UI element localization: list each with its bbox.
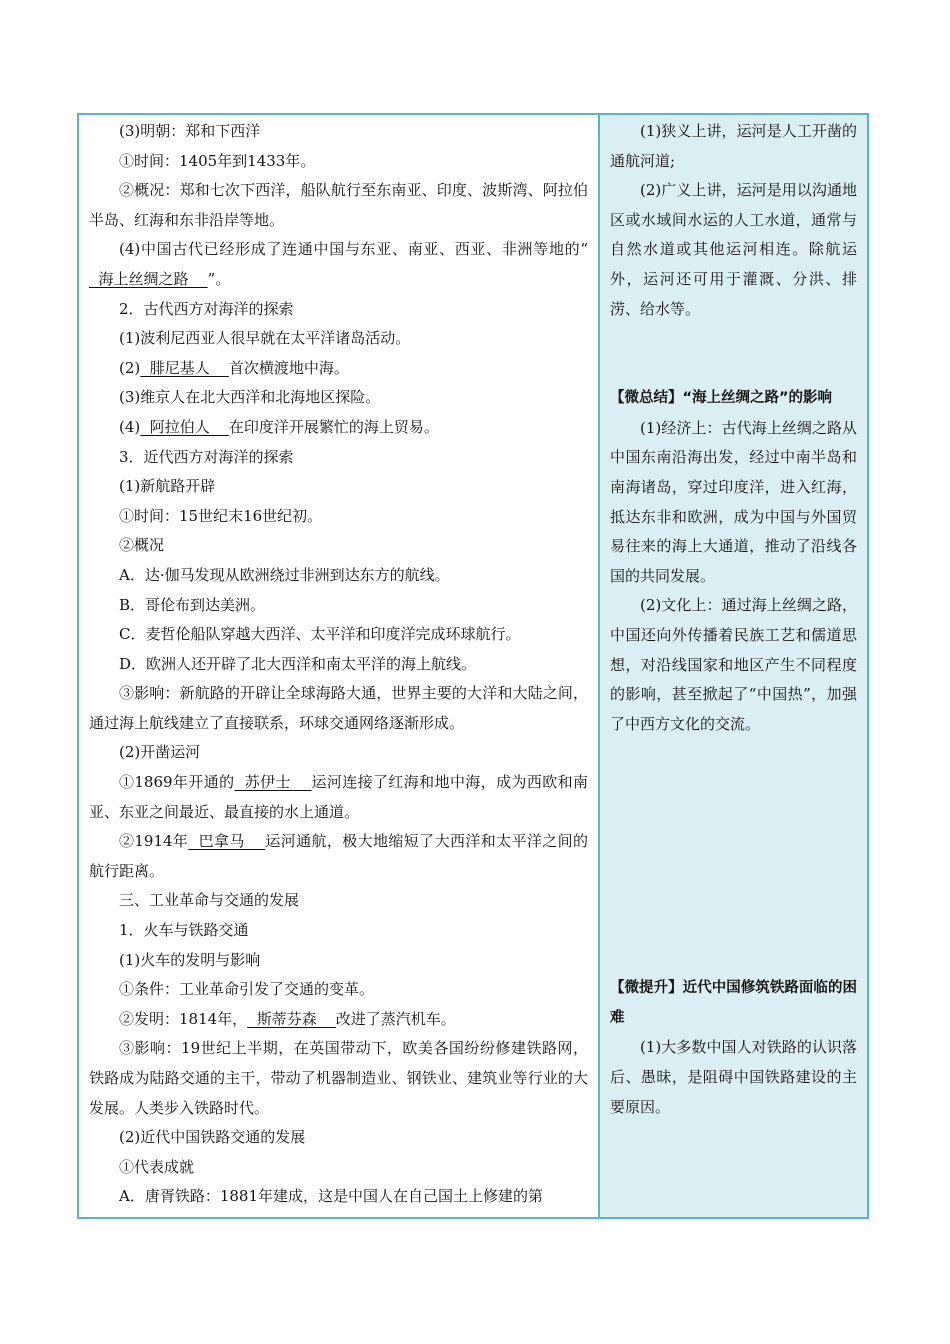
main-line: C．麦哲伦船队穿越大西洋、太平洋和印度洋完成环球航行。 (119, 625, 521, 644)
main-line: ①代表成就 (119, 1157, 195, 1176)
main-line: ②概况 (119, 536, 165, 555)
main-line (89, 354, 588, 384)
fill-in-answer: 巴拿马 (188, 832, 266, 851)
main-line: (3)明朝：郑和下西洋 (119, 122, 261, 140)
canal-note-2: (2)广义上讲，运河是用以沟通地区或水域间水运的人工水道，通常与自然水道或其他运河相连。除航运外，运河还可用于灌溉、分洪、排涝、给水等。 (610, 181, 857, 318)
main-line: (2)开凿运河 (119, 743, 201, 762)
line-text: 在印度洋开展繁忙的海上贸易。 (228, 417, 439, 436)
fill-in-answer: 苏伊士 (234, 773, 312, 792)
line-text: (2) (119, 358, 141, 377)
summary-title: 【微总结】“海上丝绸之路”的影响 (610, 390, 833, 407)
fill-in-answer: 腓尼基人 (140, 358, 229, 377)
summary-note-2: (2)文化上：通过海上丝绸之路，中国还向外传播着民族工艺和儒道思想，对沿线国家和地区产生不同程度的影响，甚至掀起了“中国热”，加强了中西方文化的交流。 (610, 596, 857, 733)
main-line: ①条件：工业革命引发了交通的变革。 (119, 980, 375, 999)
summary-note-1: (1)经济上：古代海上丝绸之路从中国东南沿海出发，经过中南半岛和南海诸岛，穿过印度洋，进入红海，抵达东非和欧洲，成为中国与外国贸易往来的海上大通道，推动了沿线各国的共同发展。 (610, 418, 857, 585)
main-line (89, 827, 588, 886)
side-column (600, 115, 867, 1217)
fill-in-answer: 阿拉伯人 (140, 417, 229, 436)
main-line (89, 235, 588, 294)
line-text: (4) (119, 417, 141, 436)
canal-note-1: (1)狭义上讲，运河是人工开凿的通航河道; (610, 122, 857, 170)
rail-note-1: (1)大多数中国人对铁路的认识落后、愚昧，是阻碍中国铁路建设的主要原因。 (610, 1038, 857, 1116)
main-line: A．达·伽马发现从欧洲绕过非洲到达东方的航线。 (119, 565, 450, 584)
main-line (89, 768, 588, 827)
line-text: ①1869年开通的 (119, 773, 235, 792)
fill-in-answer: 海上丝绸之路 (89, 269, 208, 288)
line-text: (4)中国古代已经形成了连通中国与东亚、南亚、西亚、非洲等地的“ (119, 240, 588, 259)
main-line: ①时间：15世纪末16世纪初。 (119, 506, 323, 525)
line-text: ”。 (207, 269, 231, 288)
main-line: ③影响：19世纪上半期，在英国带动下，欧美各国纷纷修建铁路网，铁路成为陆路交通的主干，带动了机器制造业、钢铁业、建筑业等行业的大发展。人类步入铁路时代。 (89, 1039, 588, 1117)
main-line: ①时间：1405年到1433年。 (119, 151, 316, 170)
main-line: (1)波利尼西亚人很早就在太平洋诸岛活动。 (119, 329, 411, 348)
line-text: 首次横渡地中海。 (228, 358, 349, 377)
line-text: 改进了蒸汽机车。 (335, 1009, 456, 1028)
main-line: 1．火车与铁路交通 (119, 921, 249, 940)
main-line: (1)新航路开辟 (119, 477, 216, 496)
content-table (77, 113, 869, 1219)
main-line: (3)维京人在北大西洋和北海地区探险。 (119, 388, 381, 407)
line-text: ②1914年 (119, 832, 189, 851)
main-line: 2．古代西方对海洋的探索 (119, 299, 294, 318)
line-text: ②发明：1814年， (119, 1009, 248, 1028)
main-line: A．唐胥铁路：1881年建成，这是中国人在自己国土上修建的第 (119, 1187, 544, 1206)
main-line: ②概况：郑和七次下西洋，船队航行至东南亚、印度、波斯湾、阿拉伯半岛、红海和东非沿岸等地。 (89, 181, 588, 229)
main-line: (1)火车的发明与影响 (119, 950, 261, 969)
rail-title: 【微提升】近代中国修筑铁路面临的困难 (610, 980, 857, 1026)
main-line: D．欧洲人还开辟了北大西洋和南太平洋的海上航线。 (119, 654, 477, 673)
main-line: 3．近代西方对海洋的探索 (119, 447, 294, 466)
main-line: B．哥伦布到达美洲。 (119, 595, 266, 614)
line-text: 运河连接了红海和地中海，成为西欧和南亚、东亚之间最近、最直接的水上通道。 (89, 773, 588, 821)
main-line: (2)近代中国铁路交通的发展 (119, 1128, 306, 1147)
main-column (79, 115, 600, 1217)
fill-in-answer: 斯蒂芬森 (247, 1009, 336, 1028)
main-line: ③影响：新航路的开辟让全球海路大通，世界主要的大洋和大陆之间，通过海上航线建立了直接联系，环球交通网络逐渐形成。 (89, 684, 588, 732)
line-text: 运河通航，极大地缩短了大西洋和太平洋之间的航行距离。 (89, 832, 588, 880)
main-line (89, 1005, 588, 1035)
main-line: 三、工业革命与交通的发展 (119, 891, 300, 910)
main-line (89, 413, 588, 443)
